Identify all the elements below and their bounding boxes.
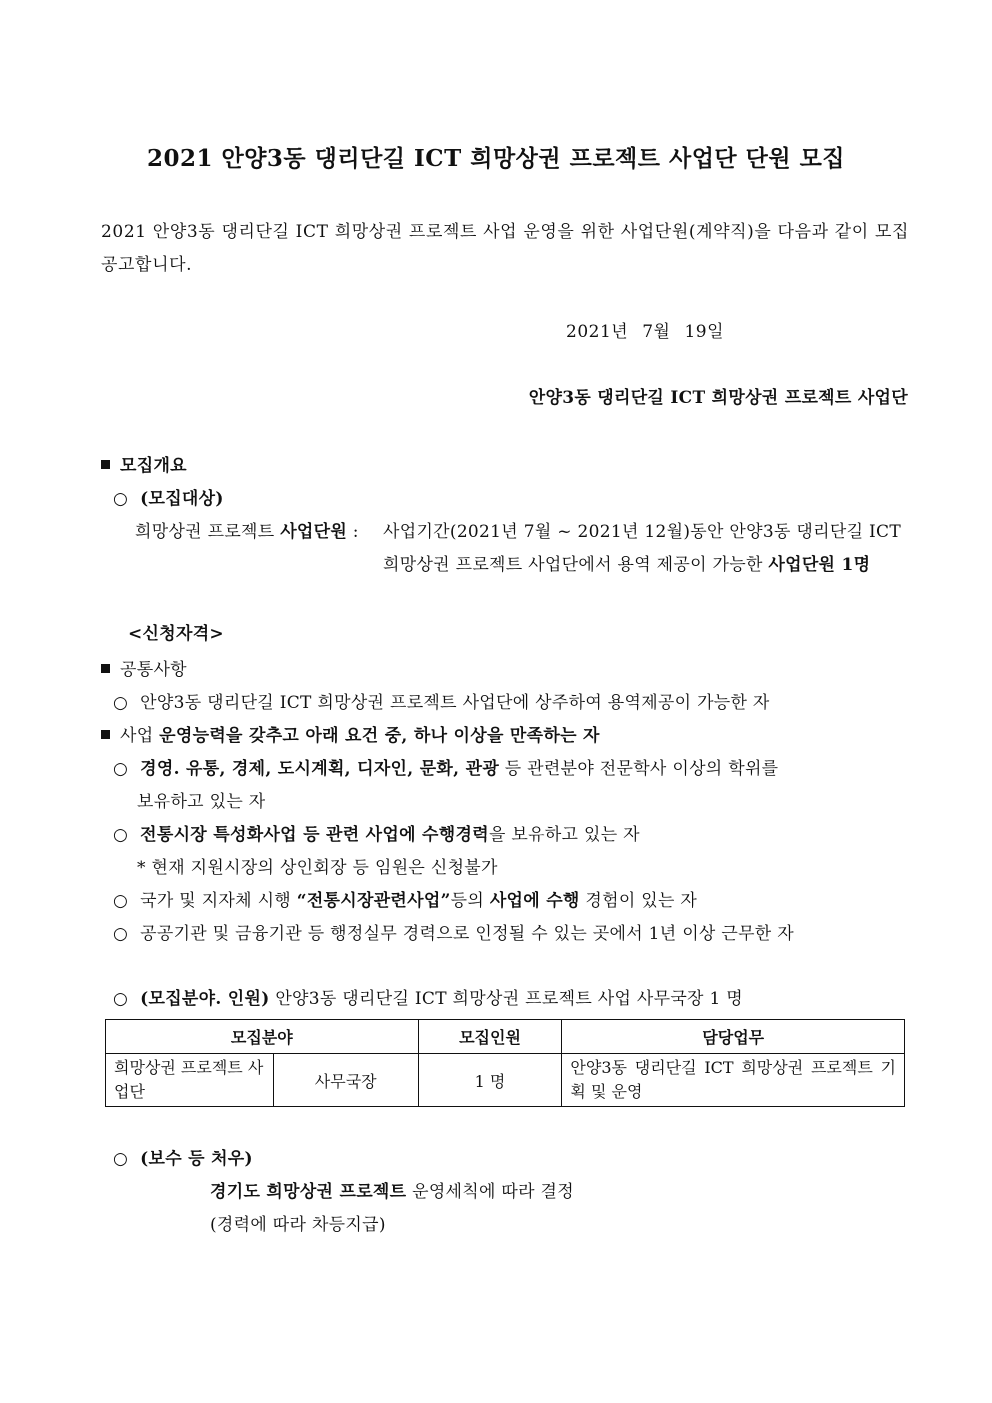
qualification-item-1-cont: 보유하고 있는 자 [137,792,266,812]
qualification-heading: <신청자격> [128,624,224,644]
target-label-row [113,484,224,509]
common-item: ○ 안양3동 댕리단길 ICT 희망상권 프로젝트 사업단에 상주하여 용역제공이 가능한 자 [113,693,770,713]
header-count: 모집인원 [418,1020,562,1054]
header-duty: 담당업무 [562,1020,905,1054]
organization-name: 안양3동 댕리단길 ICT 희망상권 프로젝트 사업단 [528,388,908,408]
date-day: 19일 [684,322,724,342]
qualification-item-1: ○ 경영. 유통, 경제, 도시계획, 디자인, 문화, 관광 등 관련분야 전문학사 이상의 학위를 [113,759,779,779]
common-heading: 공통사항 [101,655,187,680]
qualification-item-3: ○ 국가 및 지자체 시행 “전통시장관련사업”등의 사업에 수행 경험이 있는 자 [113,891,698,911]
announcement-date [566,317,724,342]
recruit-field-desc: 안양3동 댕리단길 ICT 희망상권 프로젝트 사업 사무국장 1 명 [269,989,744,1009]
recruit-table [105,1019,905,1107]
date-month: 7월 [642,322,671,342]
table-header-row [106,1020,905,1054]
compensation-line-2: (경력에 따라 차등지급) [210,1215,386,1235]
square-bullet-icon [101,664,110,673]
circle-bullet-icon: ○ [113,924,129,944]
target-label: (모집대상) [140,489,224,509]
circle-bullet-icon: ○ [113,989,129,1009]
square-bullet-icon [101,730,110,739]
cell-org: 희망상권 프로젝트 사업단 [106,1054,274,1107]
target-desc-2: 희망상권 프로젝트 사업단에서 용역 제공이 가능한 사업단원 1명 [383,555,871,575]
circle-bullet-icon: ○ [113,1149,129,1169]
compensation-label: (보수 등 처우) [140,1149,253,1169]
intro-paragraph: 2021 안양3동 댕리단길 ICT 희망상권 프로젝트 사업 운영을 위한 사업단원(계약직)을 다음과 같이 모집 공고합니다. [101,222,909,275]
target-line-1: 희망상권 프로젝트 사업단원 : [135,522,359,542]
overview-heading: 모집개요 [101,451,187,476]
circle-bullet-icon: ○ [113,891,129,911]
target-desc-1: 사업기간(2021년 7월 ~ 2021년 12월)동안 안양3동 댕리단길 ICT [383,522,901,542]
cell-position: 사무국장 [273,1054,418,1107]
circle-bullet-icon: ○ [113,759,129,779]
circle-bullet-icon: ○ [113,825,129,845]
date-year: 2021년 [566,322,629,342]
cell-count: 1 명 [418,1054,562,1107]
circle-bullet-icon: ○ [113,693,129,713]
recruit-field-label: (모집분야. 인원) [140,989,270,1009]
recruit-field-row [113,984,743,1009]
compensation-row [113,1144,253,1169]
cell-duty: 안양3동 댕리단길 ICT 희망상권 프로젝트 기획 및 운영 [562,1054,905,1107]
compensation-line-1: 경기도 희망상권 프로젝트 운영세칙에 따라 결정 [210,1182,574,1202]
header-field: 모집분야 [106,1020,419,1054]
square-bullet-icon [101,460,110,469]
qualification-item-2: ○ 전통시장 특성화사업 등 관련 사업에 수행경력을 보유하고 있는 자 [113,825,640,845]
page-title: 2021 안양3동 댕리단길 ICT 희망상권 프로젝트 사업단 단원 모집 [146,145,846,172]
ability-heading: 사업 운영능력을 갖추고 아래 요건 중, 하나 이상을 만족하는 자 [101,721,600,746]
circle-bullet-icon: ○ [113,489,129,509]
qualification-item-2-note: * 현재 지원시장의 상인회장 등 임원은 신청불가 [137,858,498,878]
qualification-item-4: ○ 공공기관 및 금융기관 등 행정실무 경력으로 인정될 수 있는 곳에서 1년 이상 근무한 자 [113,924,794,944]
table-row [106,1054,905,1107]
